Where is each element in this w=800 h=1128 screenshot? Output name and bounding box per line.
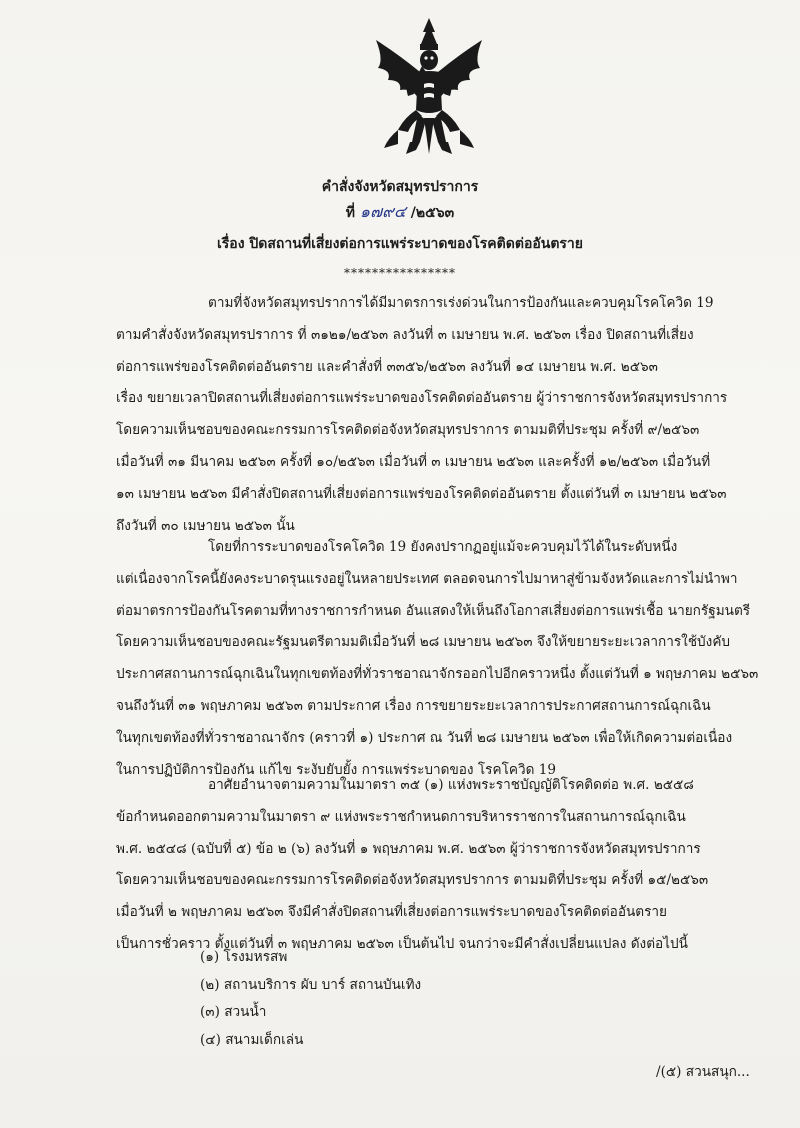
list-item: (๓) สวนน้ำ [200, 1004, 267, 1020]
text-line: โดยความเห็นชอบของคณะกรรมการโรคติดต่อจังหวัดสมุทรปราการ ตามมติที่ประชุม ครั้งที่ ๙/๒๕๖๓ [116, 422, 700, 439]
text-line: แต่เนื่องจากโรคนี้ยังคงระบาดรุนแรงอยู่ในหลายประเทศ ตลอดจนการไปมาหาสู่ข้ามจังหวัดและการไม่นำพา [116, 570, 738, 587]
list-item: (๔) สนามเด็กเล่น [200, 1031, 304, 1048]
text-line: โดยความเห็นชอบของคณะกรรมการโรคติดต่อจังหวัดสมุทรปราการ ตามมติที่ประชุม ครั้งที่ ๑๕/๒๕๖๓ [116, 872, 709, 889]
garuda-emblem-icon [368, 14, 490, 164]
order-number-prefix: ที่ [345, 205, 356, 221]
text-line: ในการปฏิบัติการป้องกัน แก้ไข ระงับยับยั้ง การแพร่ระบาดของ โรคโควิด 19 [116, 761, 557, 778]
text-line: โดยที่การระบาดของโรคโควิด 19 ยังคงปรากฏอยู่แม้จะควบคุมไว้ได้ในระดับหนึ่ง [208, 539, 678, 555]
list-item: (๒) สถานบริการ ผับ บาร์ สถานบันเทิง [200, 976, 422, 993]
text-line: ต่อมาตรการป้องกันโรคตามที่ทางราชการกำหนด อันแสดงให้เห็นถึงโอกาสเสี่ยงต่อการแพร่เชื้อ นายกรัฐมนตรี [116, 602, 751, 619]
text-line: เรื่อง ขยายเวลาปิดสถานที่เสี่ยงต่อการแพร่ระบาดของโรคติดต่ออันตราย ผู้ว่าราชการจังหวัดสมุทรปราการ [116, 390, 728, 407]
text-line: ตามที่จังหวัดสมุทรปราการได้มีมาตรการเร่งด่วนในการป้องกันและควบคุมโรคโควิด 19 [208, 295, 714, 311]
continuation-note: /(๕) สวนสนุก... [656, 1064, 750, 1080]
list-item: (๑) โรงมหรสพ [200, 949, 288, 965]
text-line: ข้อกำหนดออกตามความในมาตรา ๙ แห่งพระราชกำหนดการบริหารราชการในสถานการณ์ฉุกเฉิน [116, 808, 686, 825]
text-line: เมื่อวันที่ ๒ พฤษภาคม ๒๕๖๓ จึงมีคำสั่งปิดสถานที่เสี่ยงต่อการแพร่ระบาดของโรคติดต่ออันตราย [116, 904, 668, 921]
text-line: โดยความเห็นชอบของคณะรัฐมนตรีตามมติเมื่อวันที่ ๒๘ เมษายน ๒๕๖๓ จึงให้ขยายระยะเวลาการใช้บังคับ [116, 634, 731, 651]
text-line: อาศัยอำนาจตามความในมาตรา ๓๕ (๑) แห่งพระราชบัญญัติโรคติดต่อ พ.ศ. ๒๕๕๘ [208, 777, 694, 793]
order-number-year: /๒๕๖๓ [410, 205, 455, 221]
text-line: ตามคำสั่งจังหวัดสมุทรปราการ ที่ ๓๑๒๑/๒๕๖๓ ลงวันที่ ๓ เมษายน พ.ศ. ๒๕๖๓ เรื่อง ปิดสถานที่เสี่ยง [116, 326, 694, 343]
document-title: คำสั่งจังหวัดสมุทรปราการ [321, 179, 479, 195]
closure-list [200, 944, 421, 1054]
text-line: ต่อการแพร่ของโรคติดต่ออันตราย และคำสั่งที่ ๓๓๕๖/๒๕๖๓ ลงวันที่ ๑๔ เมษายน พ.ศ. ๒๕๖๓ [116, 358, 658, 375]
paragraph-reason [116, 532, 759, 786]
document-subject: เรื่อง ปิดสถานที่เสี่ยงต่อการแพร่ระบาดของโรคติดต่ออันตราย [216, 236, 584, 252]
handwritten-order-number: ๑๗๙๔ [359, 202, 406, 221]
order-number [0, 200, 800, 225]
text-line: จนถึงวันที่ ๓๑ พฤษภาคม ๒๕๖๓ ตามประกาศ เรื่อง การขยายระยะเวลาการประกาศสถานการณ์ฉุกเฉิน [116, 697, 711, 714]
text-line: ถึงวันที่ ๓๐ เมษายน ๒๕๖๓ นั้น [116, 517, 295, 534]
text-line: ๑๓ เมษายน ๒๕๖๓ มีคำสั่งปิดสถานที่เสี่ยงต่อการแพร่ของโรคติดต่ออันตราย ตั้งแต่วันที่ ๓ เมษายน ๒๕๖๓ [116, 485, 727, 502]
text-line: ในทุกเขตท้องที่ทั่วราชอาณาจักร (คราวที่ ๑) ประกาศ ณ วันที่ ๒๘ เมษายน ๒๕๖๓ เพื่อให้เกิดความต่อเนื่อง [116, 729, 733, 746]
text-line: เป็นการชั่วคราว ตั้งแต่วันที่ ๓ พฤษภาคม ๒๕๖๓ เป็นต้นไป จนกว่าจะมีคำสั่งเปลี่ยนแปลง ดังต่อไปนี้ [116, 935, 688, 952]
separator-line: **************** [344, 266, 456, 280]
text-line: เมื่อวันที่ ๓๑ มีนาคม ๒๕๖๓ ครั้งที่ ๑๐/๒๕๖๓ เมื่อวันที่ ๓ เมษายน ๒๕๖๓ และครั้งที่ ๑๒/๒๕๖๓ เมื่อวันที่ [116, 453, 711, 470]
paragraph-order [116, 770, 748, 961]
paragraph-background [116, 288, 748, 542]
text-line: ประกาศสถานการณ์ฉุกเฉินในทุกเขตท้องที่ทั่วราชอาณาจักรออกไปอีกคราวหนึ่ง ตั้งแต่วันที่ ๑ พฤษภาคม ๒๕๖๓ [116, 666, 759, 683]
text-line: พ.ศ. ๒๕๔๘ (ฉบับที่ ๕) ข้อ ๒ (๖) ลงวันที่ ๑ พฤษภาคม พ.ศ. ๒๕๖๓ ผู้ว่าราชการจังหวัดสมุทรปราการ [116, 840, 701, 857]
